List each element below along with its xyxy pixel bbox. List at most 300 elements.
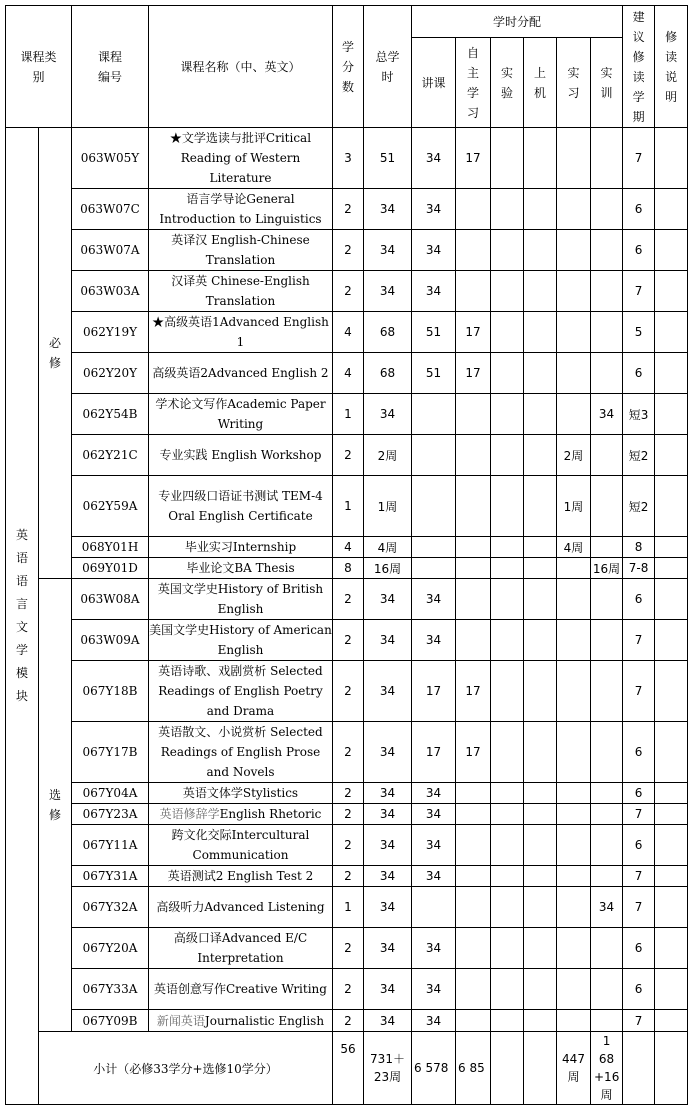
course-sem: 7 [623,887,655,928]
course-row [6,537,688,558]
course-self [456,804,491,825]
course-lecture [412,476,456,537]
course-lecture: 34 [412,230,456,271]
course-self: 17 [456,128,491,189]
course-total: 34 [364,825,412,866]
course-train [591,804,623,825]
course-name: 高级英语2Advanced English 2 [149,353,333,394]
course-total: 34 [364,928,412,969]
course-name: 跨文化交际Intercultural Communication [149,825,333,866]
course-credits: 2 [333,435,364,476]
course-lecture: 34 [412,579,456,620]
course-self [456,887,491,928]
header-practice-text: 实习 [567,65,580,100]
subtotal-credits: 56 [333,1032,364,1105]
subtotal-sem [623,1032,655,1105]
course-lecture: 17 [412,722,456,783]
course-self [456,928,491,969]
course-sem: 8 [623,537,655,558]
header-code-text: 课程编号 [97,49,122,84]
course-self [456,579,491,620]
course-credits: 1 [333,887,364,928]
group-required-label: 必修 [48,336,61,370]
header-computer [524,38,557,128]
course-self [456,969,491,1010]
course-credits: 4 [333,537,364,558]
course-self [456,620,491,661]
course-self [456,537,491,558]
course-row [6,969,688,1010]
header-credits-text: 学分数 [341,39,354,94]
header-credits [333,6,364,128]
course-name: 英语文体学Stylistics [149,783,333,804]
course-lecture: 51 [412,312,456,353]
course-comp [524,579,557,620]
course-prac [557,783,591,804]
header-name: 课程名称（中、英文） [149,6,333,128]
course-comp [524,722,557,783]
course-exp [491,783,524,804]
course-exp [491,722,524,783]
course-note [655,783,688,804]
course-sem: 短2 [623,435,655,476]
course-comp [524,661,557,722]
course-train [591,230,623,271]
course-comp [524,558,557,579]
course-exp [491,128,524,189]
course-note [655,722,688,783]
course-name: ★高级英语1Advanced English 1 [149,312,333,353]
course-name: 高级听力Advanced Listening [149,887,333,928]
course-exp [491,312,524,353]
course-comp [524,1010,557,1032]
course-exp [491,804,524,825]
course-train [591,128,623,189]
course-total: 34 [364,620,412,661]
course-train: 16周 [591,558,623,579]
course-prac [557,928,591,969]
subtotal-self: 6 85 [456,1032,491,1105]
course-total: 34 [364,783,412,804]
course-train [591,661,623,722]
course-note [655,804,688,825]
course-name: 专业四级口语证书测试 TEM-4 Oral English Certificate [149,476,333,537]
course-self [456,394,491,435]
course-credits: 2 [333,271,364,312]
course-code: 062Y21C [72,435,149,476]
course-comp [524,128,557,189]
course-code: 062Y59A [72,476,149,537]
subtotal-label: 小计（必修33学分+选修10学分） [39,1032,333,1105]
course-comp [524,189,557,230]
course-note [655,866,688,887]
course-note [655,928,688,969]
course-prac [557,620,591,661]
course-lecture: 34 [412,928,456,969]
course-sem: 7 [623,620,655,661]
course-comp [524,312,557,353]
course-name: ★文学选读与批评Critical Reading of Western Literature [149,128,333,189]
course-sem: 7 [623,128,655,189]
course-name: 英译汉 English-Chinese Translation [149,230,333,271]
course-comp [524,969,557,1010]
course-sem: 6 [623,783,655,804]
course-sem: 7-8 [623,558,655,579]
course-credits: 4 [333,312,364,353]
course-code: 067Y11A [72,825,149,866]
course-lecture [412,887,456,928]
course-comp [524,537,557,558]
course-name: 美国文学史History of American English [149,620,333,661]
header-self-study-text: 自主学习 [466,45,479,120]
course-row [6,271,688,312]
course-credits: 2 [333,969,364,1010]
course-note [655,887,688,928]
header-code [72,6,149,128]
course-comp [524,866,557,887]
course-train [591,476,623,537]
course-sem: 7 [623,271,655,312]
course-exp [491,537,524,558]
course-train [591,1010,623,1032]
course-name: 专业实践 English Workshop [149,435,333,476]
course-code: 067Y23A [72,804,149,825]
course-prac [557,969,591,1010]
course-exp [491,271,524,312]
course-train: 34 [591,887,623,928]
course-sem: 6 [623,230,655,271]
course-sem: 7 [623,866,655,887]
course-note [655,825,688,866]
course-note [655,558,688,579]
course-lecture [412,558,456,579]
course-name: 毕业论文BA Thesis [149,558,333,579]
course-sem: 6 [623,189,655,230]
course-credits: 2 [333,661,364,722]
course-credits: 2 [333,804,364,825]
course-name-cn: 新闻英语 [156,1013,205,1028]
course-code: 067Y33A [72,969,149,1010]
course-code: 062Y20Y [72,353,149,394]
course-total: 34 [364,804,412,825]
course-credits: 2 [333,579,364,620]
course-row [6,579,688,620]
course-comp [524,783,557,804]
course-exp [491,579,524,620]
course-train [591,579,623,620]
subtotal-comp [524,1032,557,1105]
course-sem: 6 [623,969,655,1010]
course-lecture: 34 [412,1010,456,1032]
course-exp [491,825,524,866]
course-note [655,620,688,661]
course-total: 34 [364,394,412,435]
course-code: 067Y32A [72,887,149,928]
header-category-text: 课程类别 [20,49,57,84]
course-sem: 7 [623,661,655,722]
course-total: 34 [364,969,412,1010]
course-prac [557,661,591,722]
header-experiment [491,38,524,128]
course-credits: 2 [333,230,364,271]
course-lecture [412,537,456,558]
course-exp [491,476,524,537]
course-sem: 7 [623,804,655,825]
course-train [591,435,623,476]
course-note [655,353,688,394]
course-lecture: 34 [412,804,456,825]
course-name: 英语散文、小说赏析 Selected Readings of English Prose and Novels [149,722,333,783]
course-code: 063W09A [72,620,149,661]
subtotal-note [655,1032,688,1105]
course-exp [491,394,524,435]
group-elective-label: 选修 [48,788,61,822]
course-exp [491,866,524,887]
course-prac [557,825,591,866]
course-prac [557,804,591,825]
course-row [6,189,688,230]
course-row [6,866,688,887]
course-exp [491,969,524,1010]
course-credits: 8 [333,558,364,579]
course-row [6,230,688,271]
course-code: 063W07A [72,230,149,271]
course-name: 英语测试2 English Test 2 [149,866,333,887]
course-row [6,804,688,825]
header-hours-distribution: 学时分配 [412,6,623,38]
header-total-hours-text: 总学时 [375,49,400,84]
course-lecture [412,394,456,435]
group-required-cell [39,128,72,579]
course-total: 16周 [364,558,412,579]
course-total: 68 [364,353,412,394]
course-total: 34 [364,661,412,722]
course-self [456,558,491,579]
course-prac [557,722,591,783]
course-comp [524,230,557,271]
course-prac [557,128,591,189]
table-body [6,128,688,1105]
course-credits: 2 [333,928,364,969]
course-prac [557,394,591,435]
course-train [591,189,623,230]
header-notes [655,6,688,128]
course-prac [557,271,591,312]
course-train [591,353,623,394]
course-self [456,435,491,476]
header-total-hours [364,6,412,128]
course-lecture: 34 [412,969,456,1010]
course-exp [491,620,524,661]
course-sem: 7 [623,1010,655,1032]
course-prac [557,579,591,620]
course-lecture: 34 [412,825,456,866]
course-name: 英语创意写作Creative Writing [149,969,333,1010]
course-comp [524,271,557,312]
course-note [655,128,688,189]
course-name: 英语诗歌、戏剧赏析 Selected Readings of English Poetry and Drama [149,661,333,722]
course-self: 17 [456,661,491,722]
course-credits: 2 [333,620,364,661]
course-total: 1周 [364,476,412,537]
curriculum-table [5,5,688,1105]
course-self: 17 [456,312,491,353]
header-self-study [456,38,491,128]
course-row [6,887,688,928]
course-row [6,558,688,579]
course-self [456,476,491,537]
course-note [655,435,688,476]
course-total: 34 [364,189,412,230]
course-note [655,312,688,353]
course-code: 067Y20A [72,928,149,969]
course-total: 2周 [364,435,412,476]
course-exp [491,887,524,928]
course-self [456,189,491,230]
course-note [655,230,688,271]
course-note [655,661,688,722]
course-self [456,271,491,312]
module-label: 英语语言文学模块 [15,528,28,703]
course-total: 4周 [364,537,412,558]
course-sem: 短2 [623,476,655,537]
course-total: 34 [364,722,412,783]
course-prac [557,866,591,887]
course-train: 34 [591,394,623,435]
course-self [456,783,491,804]
course-note [655,969,688,1010]
course-row [6,435,688,476]
course-row [6,128,688,189]
course-self [456,825,491,866]
course-exp [491,230,524,271]
course-row [6,722,688,783]
course-exp [491,661,524,722]
course-total: 34 [364,887,412,928]
course-exp [491,353,524,394]
course-row [6,783,688,804]
course-prac [557,312,591,353]
course-exp [491,1010,524,1032]
course-code: 068Y01H [72,537,149,558]
module-cell [6,128,39,1105]
course-lecture: 34 [412,866,456,887]
course-credits: 4 [333,353,364,394]
course-row [6,661,688,722]
course-prac: 2周 [557,435,591,476]
course-credits: 1 [333,394,364,435]
course-comp [524,353,557,394]
course-credits: 2 [333,1010,364,1032]
course-comp [524,620,557,661]
course-lecture: 34 [412,783,456,804]
course-row [6,825,688,866]
subtotal-lecture: 6 578 [412,1032,456,1105]
course-name-cn: 英语修辞学 [159,807,220,821]
course-name: 英国文学史History of British English [149,579,333,620]
course-train [591,537,623,558]
course-sem: 6 [623,722,655,783]
course-sem: 短3 [623,394,655,435]
course-comp [524,928,557,969]
course-name: 语言学导论General Introduction to Linguistics [149,189,333,230]
subtotal-train: 1 68 +16周 [591,1032,623,1105]
course-credits: 3 [333,128,364,189]
course-prac [557,1010,591,1032]
course-row [6,928,688,969]
header-practice [557,38,591,128]
course-row [6,353,688,394]
course-train [591,866,623,887]
course-train [591,928,623,969]
course-prac [557,887,591,928]
header-suggested-semester [623,6,655,128]
course-exp [491,189,524,230]
subtotal-total: 731＋23周 [364,1032,412,1105]
course-prac [557,189,591,230]
course-name-en: Journalistic English [204,1013,325,1028]
course-prac [557,353,591,394]
course-row [6,476,688,537]
course-code: 069Y01D [72,558,149,579]
course-sem: 6 [623,928,655,969]
course-sem: 6 [623,353,655,394]
course-total: 34 [364,271,412,312]
course-credits: 1 [333,476,364,537]
course-total: 68 [364,312,412,353]
course-self [456,1010,491,1032]
course-credits: 2 [333,866,364,887]
course-train [591,722,623,783]
course-row [6,312,688,353]
course-code: 067Y17B [72,722,149,783]
course-lecture: 34 [412,189,456,230]
course-credits: 2 [333,783,364,804]
subtotal-row [6,1032,688,1105]
course-comp [524,476,557,537]
course-row [6,620,688,661]
header-category [6,6,72,128]
course-lecture: 34 [412,128,456,189]
course-name: 高级口译Advanced E/C Interpretation [149,928,333,969]
course-code: 063W08A [72,579,149,620]
course-exp [491,435,524,476]
course-note [655,394,688,435]
course-row [6,1010,688,1032]
header-computer-text: 上机 [533,65,546,100]
course-name: 学术论文写作Academic Paper Writing [149,394,333,435]
course-credits: 2 [333,722,364,783]
course-prac [557,558,591,579]
course-code: 063W07C [72,189,149,230]
course-train [591,825,623,866]
course-credits: 2 [333,825,364,866]
course-code: 063W03A [72,271,149,312]
course-name: 汉译英 Chinese-English Translation [149,271,333,312]
course-code: 067Y09B [72,1010,149,1032]
course-note [655,476,688,537]
course-code: 067Y18B [72,661,149,722]
header-notes-text: 修读说明 [665,29,678,104]
course-sem: 6 [623,825,655,866]
course-self: 17 [456,353,491,394]
course-sem: 6 [623,579,655,620]
course-total: 51 [364,128,412,189]
course-prac [557,230,591,271]
course-code: 067Y31A [72,866,149,887]
course-total: 34 [364,866,412,887]
course-self: 17 [456,722,491,783]
